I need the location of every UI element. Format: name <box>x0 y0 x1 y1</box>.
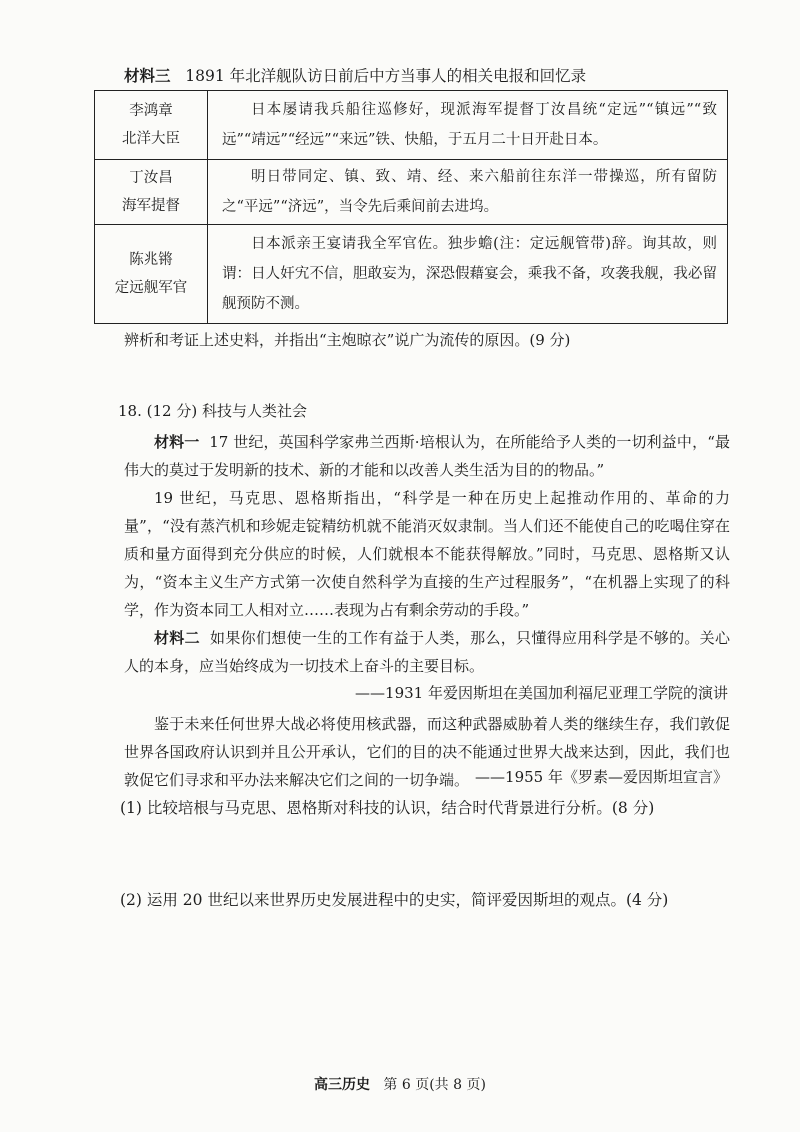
q18-material2-p2: 鉴于未来任何世界大战必将使用核武器，而这种武器威胁着人类的继续生存，我们敦促世界各国政府认识到并且公开承认，它们的目的决不能通过世界大战来达到，因此，我们也敦促它们寻求和平办法来解决它们之间的一切争端。 <box>124 715 730 789</box>
material3-title: 1891 年北洋舰队访日前后中方当事人的相关电报和回忆录 <box>185 67 587 85</box>
record-text: 明日带同定、镇、致、靖、经、来六船前往东洋一带操巡，所有留防之“平远”“济远”，当令先后乘间前去进坞。 <box>208 160 728 225</box>
person-name: 李鸿章 <box>129 103 173 119</box>
material2-source1: ——1931 年爱因斯坦在美国加利福尼亚理工学院的演讲 <box>355 684 728 702</box>
material2-source2: ——1955 年《罗素—爱因斯坦宣言》 <box>475 768 728 786</box>
q18-material1-p2: 19 世纪，马克思、恩格斯指出，“科学是一种在历史上起推动作用的、革命的力量”，“没有蒸汽机和珍妮走锭精纺机就不能消灭奴隶制。当人们还不能使自己的吃喝住穿在质和量方面得到充分供应的时候，人们就根本不能获得解放。”同时，马克思、恩格斯又认为，“资本主义生产方式第一次使自然科学为直接的生产过程服务”，“在机器上实现了的科学，作为资本同工人相对立……表现为占有剩余劳动的手段。” <box>124 489 730 619</box>
q18-subquestion-2: (2) 运用 20 世纪以来世界历史发展进程中的史实，简评爱因斯坦的观点。(4 分) <box>120 891 669 909</box>
material3-label: 材料三 <box>124 66 171 85</box>
material2-text1: 如果你们想使一生的工作有益于人类，那么，只懂得应用科学是不够的。关心人的本身，应当始终成为一切技术上奋斗的主要目标。 <box>124 629 730 675</box>
material3-heading <box>124 64 586 86</box>
material2-label: 材料二 <box>154 629 200 647</box>
page-footer <box>0 1074 800 1094</box>
person-title: 定远舰军官 <box>114 280 188 296</box>
person-name: 丁汝昌 <box>129 170 173 186</box>
person-cell <box>95 225 208 324</box>
record-text: 日本屡请我兵船往巡修好，现派海军提督丁汝昌统“定远”“镇远”“致远”“靖远”“经远”“来远”铁、快船，于五月二十日开赴日本。 <box>208 91 728 160</box>
material3-task: 辨析和考证上述史料，并指出“主炮晾衣”说广为流传的原因。(9 分) <box>124 331 571 349</box>
table-row <box>95 225 728 324</box>
q18-material1-p1 <box>124 428 730 484</box>
q18-subquestion-1: (1) 比较培根与马克思、恩格斯对科技的认识，结合时代背景进行分析。(8 分) <box>120 799 655 817</box>
material3-table <box>94 90 728 324</box>
table-row <box>95 91 728 160</box>
person-cell <box>95 91 208 160</box>
footer-subject: 高三历史 <box>314 1077 371 1093</box>
material1-text1: 17 世纪，英国科学家弗兰西斯·培根认为，在所能给予人类的一切利益中，“最伟大的莫过于发明新的技术、新的才能和以改善人类生活为目的的物品。” <box>124 433 730 479</box>
table-row <box>95 160 728 225</box>
q18-material2-p1 <box>124 624 730 680</box>
q18-heading: 18. (12 分) 科技与人类社会 <box>118 402 307 420</box>
material1-label: 材料一 <box>154 433 200 451</box>
footer-page: 第 6 页(共 8 页) <box>383 1077 486 1093</box>
person-cell <box>95 160 208 225</box>
person-name: 陈兆锵 <box>129 252 173 268</box>
record-text: 日本派亲王宴请我全军官佐。独步蟾(注：定远舰管带)辞。询其故，则谓：日人奸宄不信，胆敢妄为，深恐假藉宴会，乘我不备，攻袭我舰，我必留舰预防不测。 <box>208 225 728 324</box>
person-title: 海军提督 <box>122 198 180 214</box>
person-title: 北洋大臣 <box>122 131 180 147</box>
